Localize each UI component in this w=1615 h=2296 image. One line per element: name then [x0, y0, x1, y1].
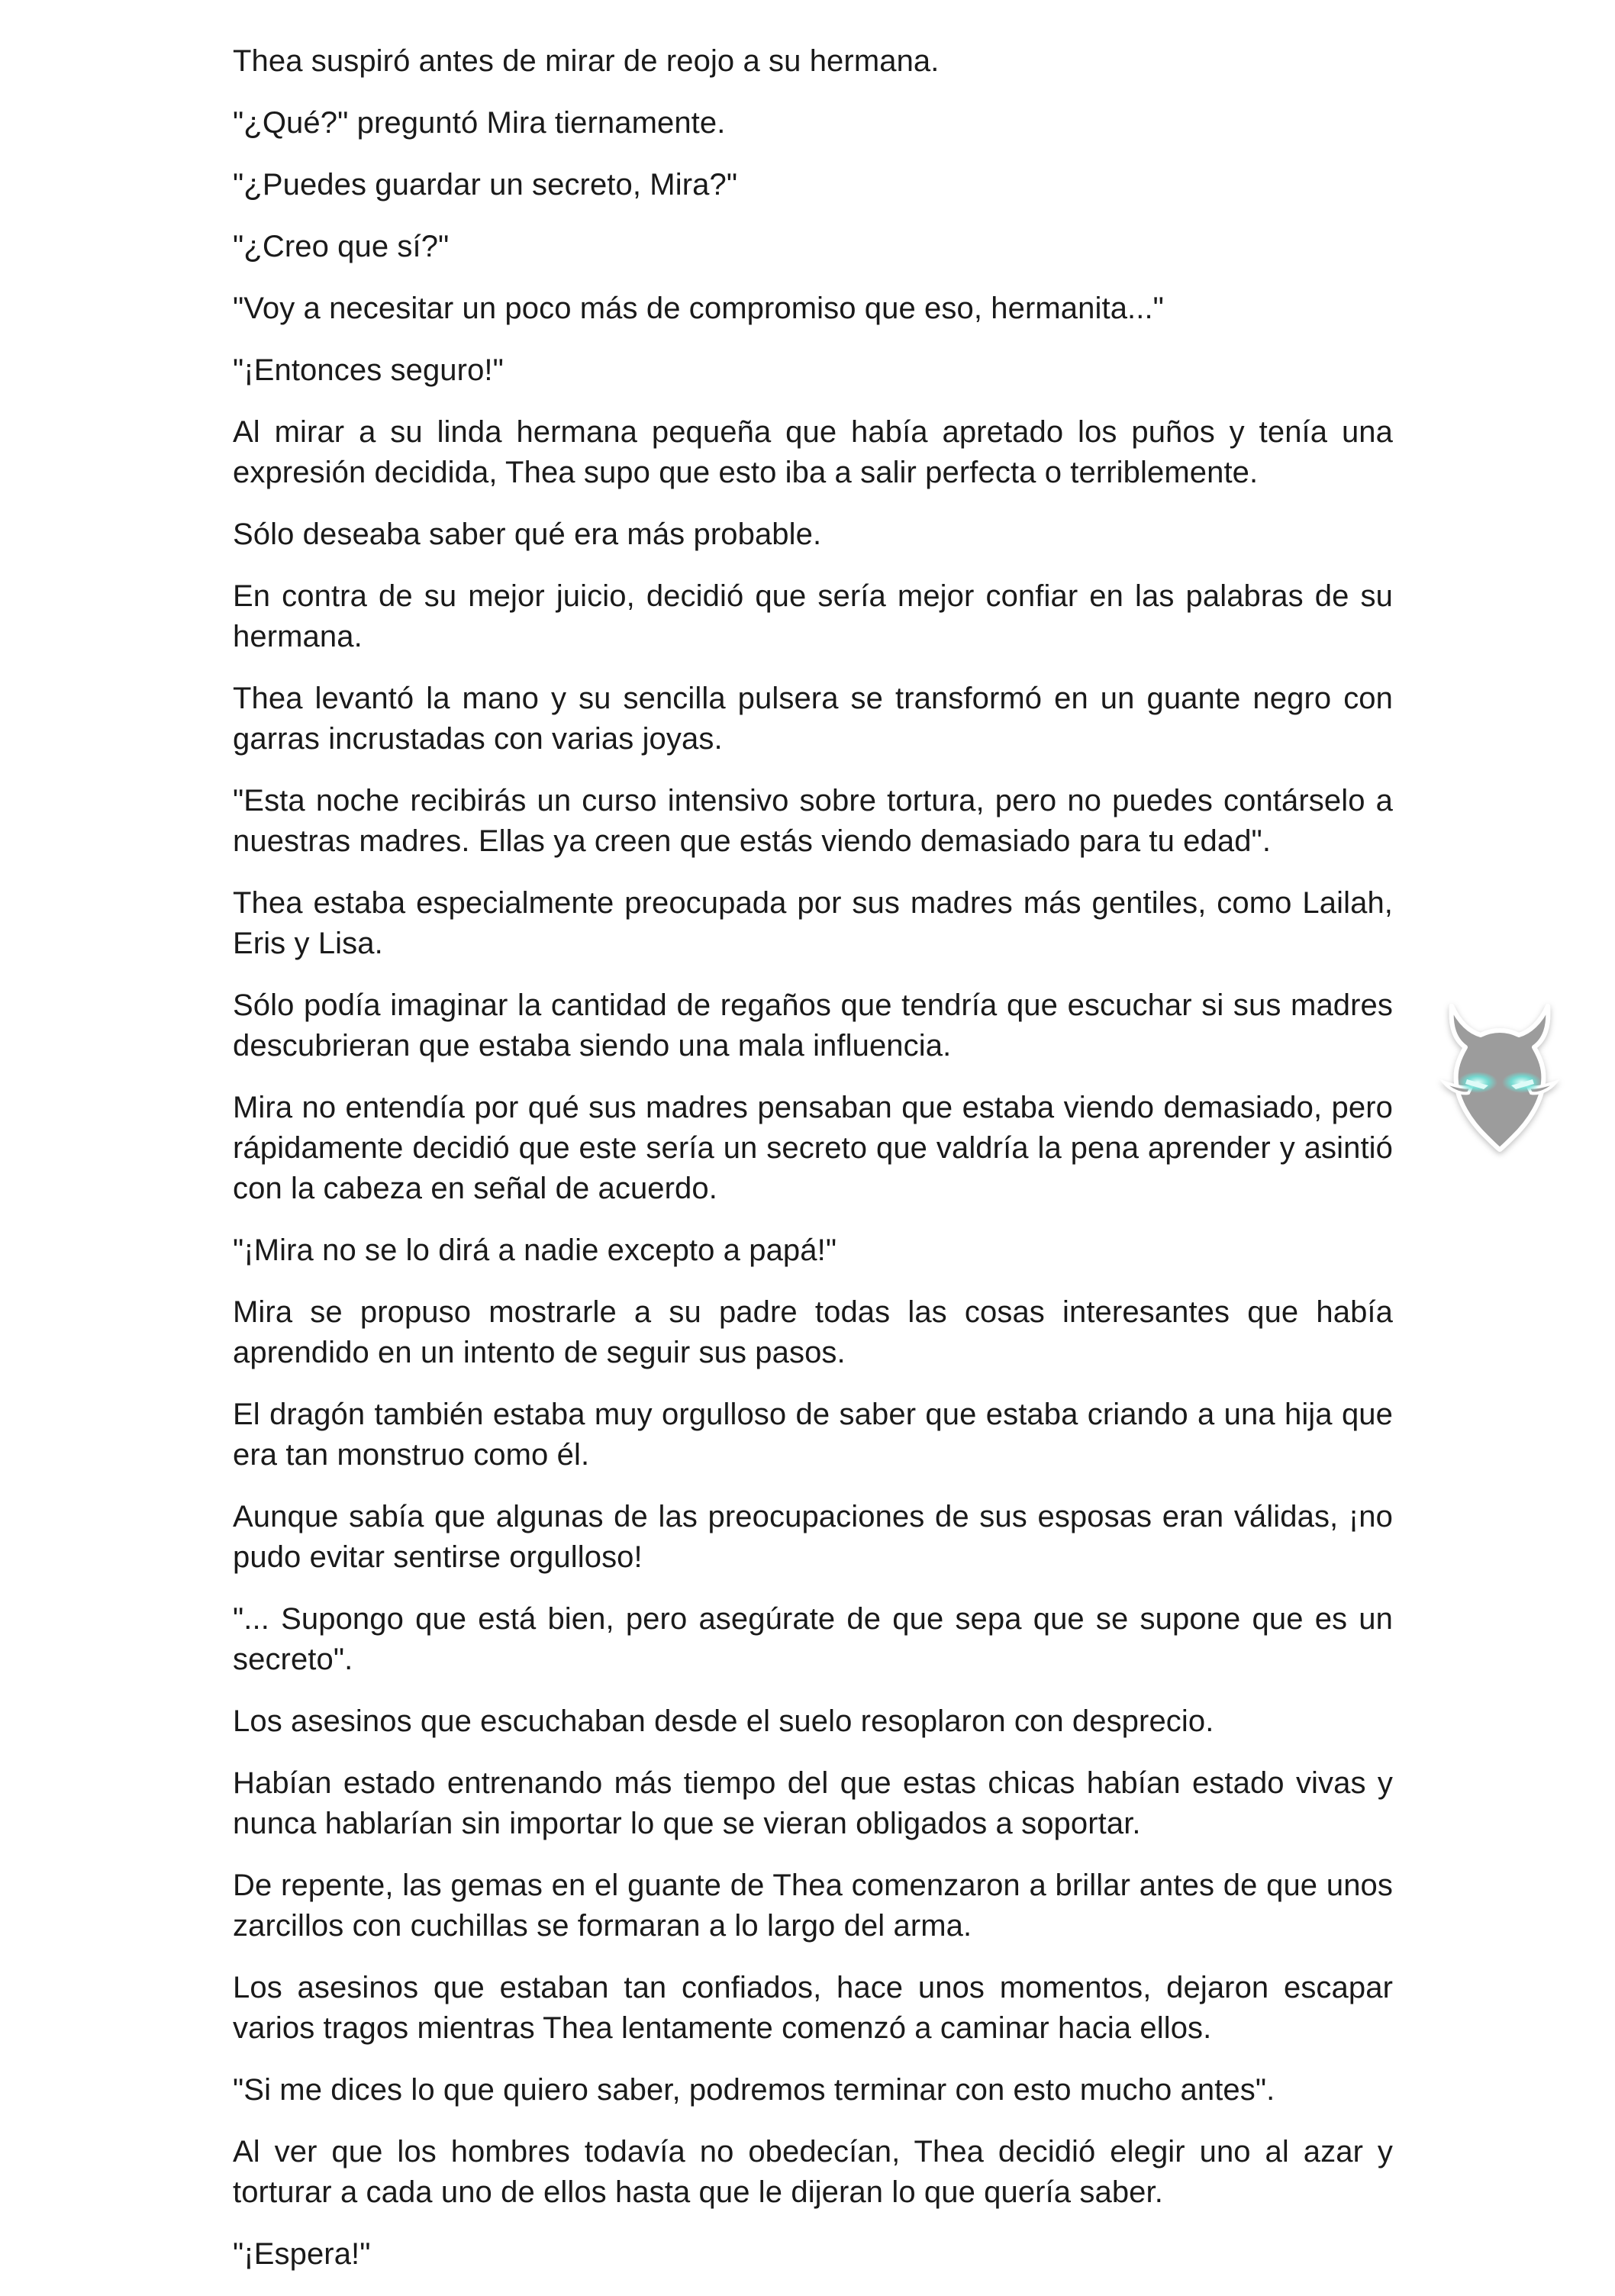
paragraph-7: Al mirar a su linda hermana pequeña que había apretado los puños y tenía una expresión decidida, Thea supo que esto iba a salir perfecta o terriblemente. [233, 415, 1393, 489]
paragraph-22: De repente, las gemas en el guante de Thea comenzaron a brillar antes de que unos zarcillos con cuchillas se formaran a lo largo del arma. [233, 1869, 1393, 1943]
paragraph-20: Los asesinos que escuchaban desde el suelo resoplaron con desprecio. [233, 1704, 1214, 1738]
paragraph-12: Thea estaba especialmente preocupada por sus madres más gentiles, como Lailah, Eris y Lisa. [233, 886, 1393, 960]
paragraph-11: "Esta noche recibirás un curso intensivo sobre tortura, pero no puedes contárselo a nuestras madres. Ellas ya creen que estás viendo demasiado para tu edad". [233, 784, 1393, 858]
paragraph-19: "... Supongo que está bien, pero asegúrate de que sepa que se supone que es un secreto". [233, 1602, 1393, 1676]
paragraph-25: Al ver que los hombres todavía no obedecían, Thea decidió elegir uno al azar y torturar a cada uno de ellos hasta que le dijeran lo que quería saber. [233, 2135, 1393, 2209]
paragraph-13: Sólo podía imaginar la cantidad de regaños que tendría que escuchar si sus madres descubrieran que estaba siendo una mala influencia. [233, 988, 1393, 1063]
paragraph-16: Mira se propuso mostrarle a su padre todas las cosas interesantes que había aprendido en un intento de seguir sus pasos. [233, 1295, 1393, 1369]
paragraph-2: "¿Qué?" preguntó Mira tiernamente. [233, 106, 726, 140]
paragraph-4: "¿Creo que sí?" [233, 230, 450, 263]
paragraph-24: "Si me dices lo que quiero saber, podremos terminar con esto mucho antes". [233, 2073, 1275, 2107]
paragraph-14: Mira no entendía por qué sus madres pensaban que estaba viendo demasiado, pero rápidamente decidió que este sería un secreto que valdría la pena aprender y asintió con la cabeza en señal de acuerdo. [233, 1091, 1393, 1205]
text-column [233, 41, 1393, 2296]
horned-face-icon [1427, 992, 1572, 1160]
paragraph-15: "¡Mira no se lo dirá a nadie excepto a papá!" [233, 1233, 837, 1267]
paragraph-5: "Voy a necesitar un poco más de compromiso que eso, hermanita..." [233, 292, 1164, 325]
paragraph-10: Thea levantó la mano y su sencilla pulsera se transformó en un guante negro con garras incrustadas con varias joyas. [233, 682, 1393, 756]
paragraph-23: Los asesinos que estaban tan confiados, hace unos momentos, dejaron escapar varios tragos mientras Thea lentamente comenzó a caminar hacia ellos. [233, 1971, 1393, 2045]
paragraph-21: Habían estado entrenando más tiempo del que estas chicas habían estado vivas y nunca hablarían sin importar lo que se vieran obligados a soportar. [233, 1766, 1393, 1840]
paragraph-26: "¡Espera!" [233, 2237, 371, 2271]
paragraph-9: En contra de su mejor juicio, decidió que sería mejor confiar en las palabras de su hermana. [233, 579, 1393, 653]
paragraph-3: "¿Puedes guardar un secreto, Mira?" [233, 168, 738, 202]
paragraph-17: El dragón también estaba muy orgulloso de saber que estaba criando a una hija que era tan monstruo como él. [233, 1398, 1393, 1472]
paragraph-6: "¡Entonces seguro!" [233, 353, 504, 387]
paragraph-1: Thea suspiró antes de mirar de reojo a su hermana. [233, 44, 940, 78]
paragraph-18: Aunque sabía que algunas de las preocupaciones de sus esposas eran válidas, ¡no pudo evitar sentirse orgulloso! [233, 1500, 1393, 1574]
paragraph-8: Sólo deseaba saber qué era más probable. [233, 518, 822, 551]
